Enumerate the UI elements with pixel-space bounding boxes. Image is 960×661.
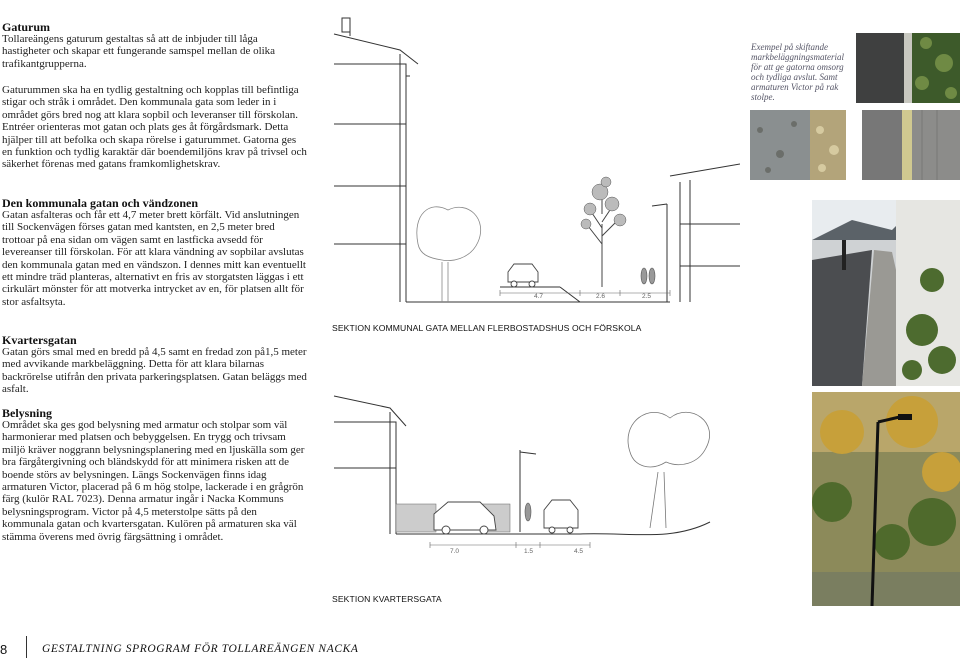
dim-1b: 2.6	[596, 293, 606, 300]
footer-separator	[26, 636, 27, 658]
photo-street-walkway	[812, 200, 960, 386]
heading-belysning: Belysning	[2, 406, 53, 420]
dim-2a: 7.0	[450, 548, 460, 555]
heading-kvartersgatan: Kvartersgatan	[2, 333, 77, 347]
photo-curb-asphalt	[862, 110, 960, 180]
dim-2c: 4.5	[574, 548, 584, 555]
section-drawing-kommunal-gata	[330, 14, 740, 314]
heading-gaturum: Gaturum	[2, 20, 50, 34]
photo-asphalt-grass	[856, 33, 960, 103]
caption-section-1: SEKTION KOMMUNAL GATA MELLAN FLERBOSTADSHUS OCH FÖRSKOLA	[332, 323, 642, 333]
section-drawing-kvartersgata	[330, 382, 740, 582]
kvarter-body: Gatan görs smal med en bredd på 4,5 samt en fredad zon på1,5 meter med avvikande markbeläggning. Detta för att klara bilarnas backrörelse utifrån den privata parkeringsplatsen. Gatan beläggs med asfalt.	[2, 346, 307, 396]
gaturum-body: Gaturummen ska ha en tydlig gestaltning och kopplas till befintliga stigar och stråk i området. Den kommunala gata som leder in i området görs bred nog att klara sopbil och leveranser till förskolan. Entréer orienteras mot gatan och plats ges åt förgårdsmark. Detta hjälper till att befolka och skapa rörelse i gaturummet. Gatorna ges en funktion och tydlig karaktär där boendemiljöns krav på trivsel och säkerhet förenas med gatans framkomlighetskrav.	[2, 84, 307, 171]
photo-stone-gravel	[750, 110, 846, 180]
dim-2b: 1.5	[524, 548, 534, 555]
dim-1a: 4.7	[534, 293, 544, 300]
kommunala-body: Gatan asfalteras och får ett 4,7 meter brett körfält. Vid anslutningen till Sockenvägen förses gatan med kantsten, en 2,5 meter bred trottoar på ena sidan om vägen samt en lastficka avsedd för levereanser till förskolan. För att klara vändning av sopbilar avslutas den kommunala gatan med en vändszon. I dennes mitt kan eventuellt ett mindre träd planteras, alternativt en fris av storgatsten läggas i ett cirkulärt mönster för att motverka intrycket av en, för platsen allt för stor asfaltsyta.	[2, 209, 306, 308]
dim-1c: 2.5	[642, 293, 652, 300]
photo-lamp-autumn	[812, 392, 960, 606]
footer-title: GESTALTNING SPROGRAM FÖR TOLLAREÄNGEN NACKA	[42, 643, 359, 655]
photo-note: Exempel på skiftande markbeläggningsmaterial för att ge gatorna omsorg och tydliga avslut. Samt armaturen Victor på rak stolpe.	[751, 42, 844, 102]
belysning-body: Området ska ges god belysning med armatur och stolpar som väl harmonierar med platsen och bebyggelsen. En trygg och trivsam miljö kräver noggrann belysningsplanering med en ljuskälla som ger bra färgåtergivning och bländskydd för att minimera risken att de boende störs av belysningen. Längs Sockenvägen finns idag armaturen Victor, placerad på 6 m hög stolpe, lackerade i en grågrön färg (kulör RAL 7023). Denna armatur ingår i Nacka Kommuns belysningsprogram. Victor på 4,5 meterstolpe sätts på den kommunala gatan och kvartersgatan. Kulören på armaturen ska väl stämma överens med övrig färgsättning i området.	[2, 419, 305, 543]
gaturum-intro: Tollareängens gaturum gestaltas så att de inbjuder till låga hastigheter och skapar ett fungerande samspel mellan de olika trafikantgrupperna.	[2, 33, 276, 70]
page-number: 8	[0, 642, 8, 657]
caption-section-2: SEKTION KVARTERSGATA	[332, 594, 442, 604]
heading-kommunala-gatan: Den kommunala gatan och vändzonen	[2, 196, 199, 210]
